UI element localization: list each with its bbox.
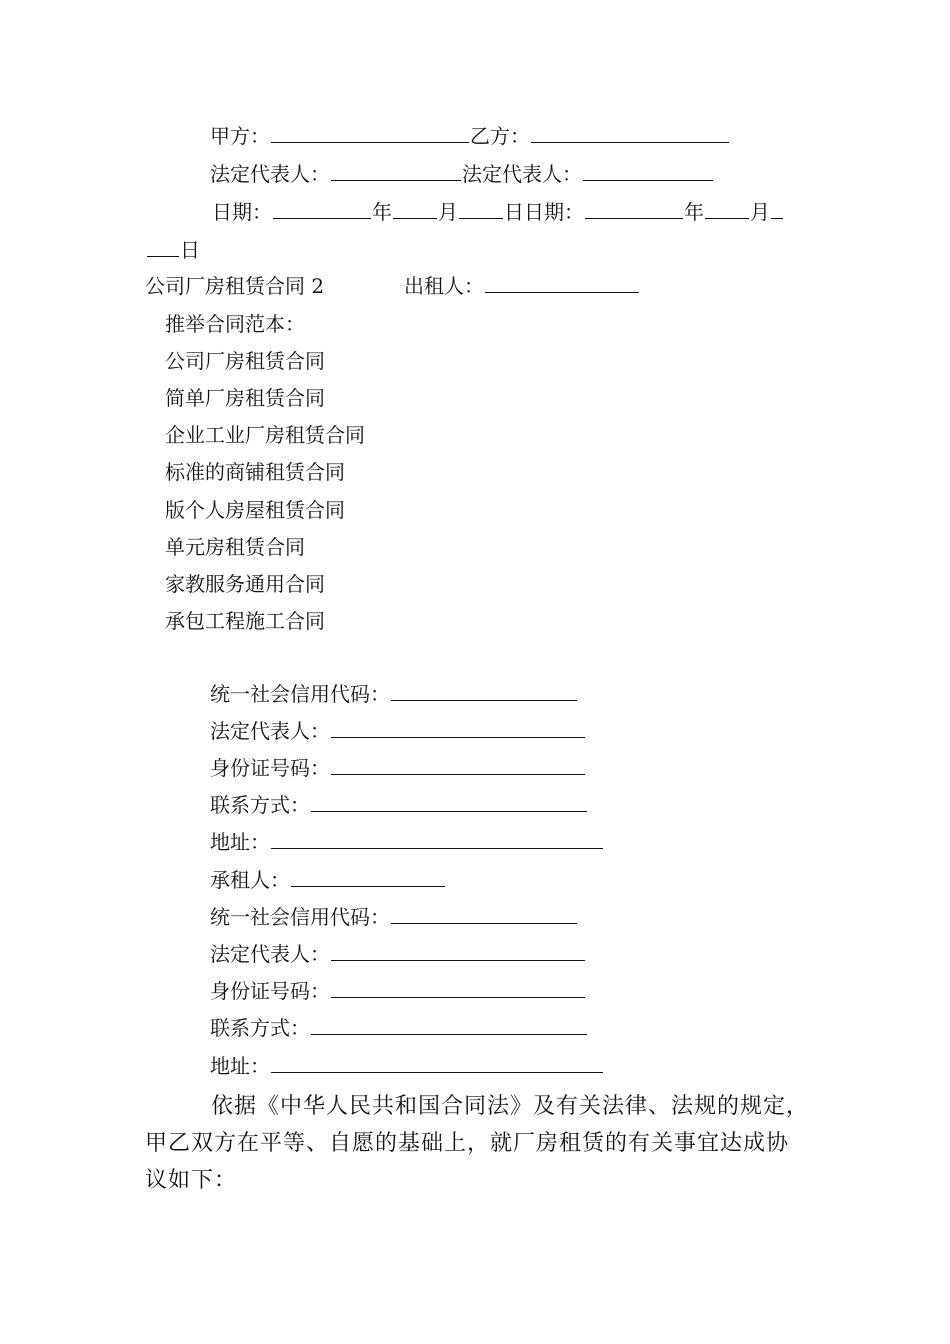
- recommend-link[interactable]: 简单厂房租赁合同: [165, 386, 325, 410]
- lessor-legal-rep-line: [210, 717, 586, 745]
- recommend-heading: 推举合同范本：: [165, 312, 305, 336]
- legal-rep-b-label: 法定代表人：: [462, 162, 582, 186]
- lessee-legal-rep-line: [210, 940, 586, 968]
- party-b-blank[interactable]: [531, 122, 729, 143]
- lessee-credit-code-blank[interactable]: [391, 903, 577, 924]
- legal-rep-a-label: 法定代表人：: [210, 162, 330, 186]
- month-unit: 月: [438, 200, 458, 224]
- date-a-label: 日期：: [212, 200, 272, 224]
- lessor-legal-rep-blank[interactable]: [331, 717, 585, 738]
- date-b-month-blank[interactable]: [705, 198, 749, 219]
- id-label: 身份证号码：: [210, 756, 330, 780]
- date-b-day-blank-start[interactable]: [771, 198, 783, 219]
- lessee-id-blank[interactable]: [331, 977, 585, 998]
- lessor-blank[interactable]: [485, 272, 639, 293]
- recommend-link[interactable]: 单元房租赁合同: [165, 535, 305, 559]
- day-unit: 日: [180, 238, 200, 262]
- date-b-year-blank[interactable]: [585, 198, 683, 219]
- lessor-label: 出租人：: [404, 274, 484, 298]
- lessor-contact-blank[interactable]: [311, 791, 587, 812]
- lessee-contact-blank[interactable]: [311, 1014, 587, 1035]
- lessor-address-blank[interactable]: [271, 828, 603, 849]
- party-b-label: 乙方：: [470, 124, 530, 148]
- party-signature-line: [210, 122, 730, 150]
- date-b-day-blank-end[interactable]: [147, 236, 179, 257]
- lessor-address-line: [210, 828, 604, 856]
- contract-title-line: [145, 272, 324, 300]
- recommend-link[interactable]: 家教服务通用合同: [165, 572, 325, 596]
- lessor-contact-line: [210, 791, 588, 819]
- credit-code-label: 统一社会信用代码：: [210, 682, 390, 706]
- recommend-link[interactable]: 公司厂房租赁合同: [165, 349, 325, 373]
- lessor-credit-code-line: [210, 680, 578, 708]
- year-unit: 年: [372, 200, 392, 224]
- lessee-line: [210, 866, 446, 894]
- lessor-credit-code-blank[interactable]: [391, 680, 577, 701]
- legal-rep-a-blank[interactable]: [331, 160, 461, 181]
- agreement-paragraph: 依据《中华人民共和国合同法》及有关法律、法规的规定，甲乙双方在平等、自愿的基础上，就厂房租赁的有关事宜达成协议如下：: [145, 1094, 810, 1193]
- month-unit: 月: [750, 200, 770, 224]
- id-label: 身份证号码：: [210, 979, 330, 1003]
- address-label: 地址：: [210, 1054, 270, 1078]
- contract-title: 公司厂房租赁合同 2: [145, 274, 325, 298]
- credit-code-label: 统一社会信用代码：: [210, 905, 390, 929]
- date-b-label: 日期：: [524, 200, 584, 224]
- legal-rep-label: 法定代表人：: [210, 942, 330, 966]
- party-a-label: 甲方：: [210, 124, 270, 148]
- lessee-credit-code-line: [210, 903, 578, 931]
- date-signature-line: [212, 198, 784, 226]
- recommend-link[interactable]: 承包工程施工合同: [165, 609, 325, 633]
- lessor-id-blank[interactable]: [331, 754, 585, 775]
- legal-rep-label: 法定代表人：: [210, 719, 330, 743]
- recommend-link[interactable]: 标准的商铺租赁合同: [165, 460, 345, 484]
- lessor-line: [404, 272, 640, 300]
- lessee-address-blank[interactable]: [271, 1052, 603, 1073]
- date-a-day-blank[interactable]: [459, 198, 503, 219]
- date-wrap-line: [146, 236, 200, 264]
- day-unit: 日: [504, 200, 524, 224]
- date-a-month-blank[interactable]: [393, 198, 437, 219]
- party-a-blank[interactable]: [271, 122, 469, 143]
- contact-label: 联系方式：: [210, 1016, 310, 1040]
- legal-rep-signature-line: [210, 160, 714, 188]
- lessee-blank[interactable]: [291, 866, 445, 887]
- legal-rep-b-blank[interactable]: [583, 160, 713, 181]
- lessee-id-line: [210, 977, 586, 1005]
- lessee-legal-rep-blank[interactable]: [331, 940, 585, 961]
- recommend-link[interactable]: 企业工业厂房租赁合同: [165, 423, 365, 447]
- contact-label: 联系方式：: [210, 793, 310, 817]
- lessee-address-line: [210, 1052, 604, 1080]
- lessee-label: 承租人：: [210, 868, 290, 892]
- lessor-id-line: [210, 754, 586, 782]
- recommend-link[interactable]: 版个人房屋租赁合同: [165, 498, 345, 522]
- lessee-contact-line: [210, 1014, 588, 1042]
- address-label: 地址：: [210, 830, 270, 854]
- date-a-year-blank[interactable]: [273, 198, 371, 219]
- year-unit: 年: [684, 200, 704, 224]
